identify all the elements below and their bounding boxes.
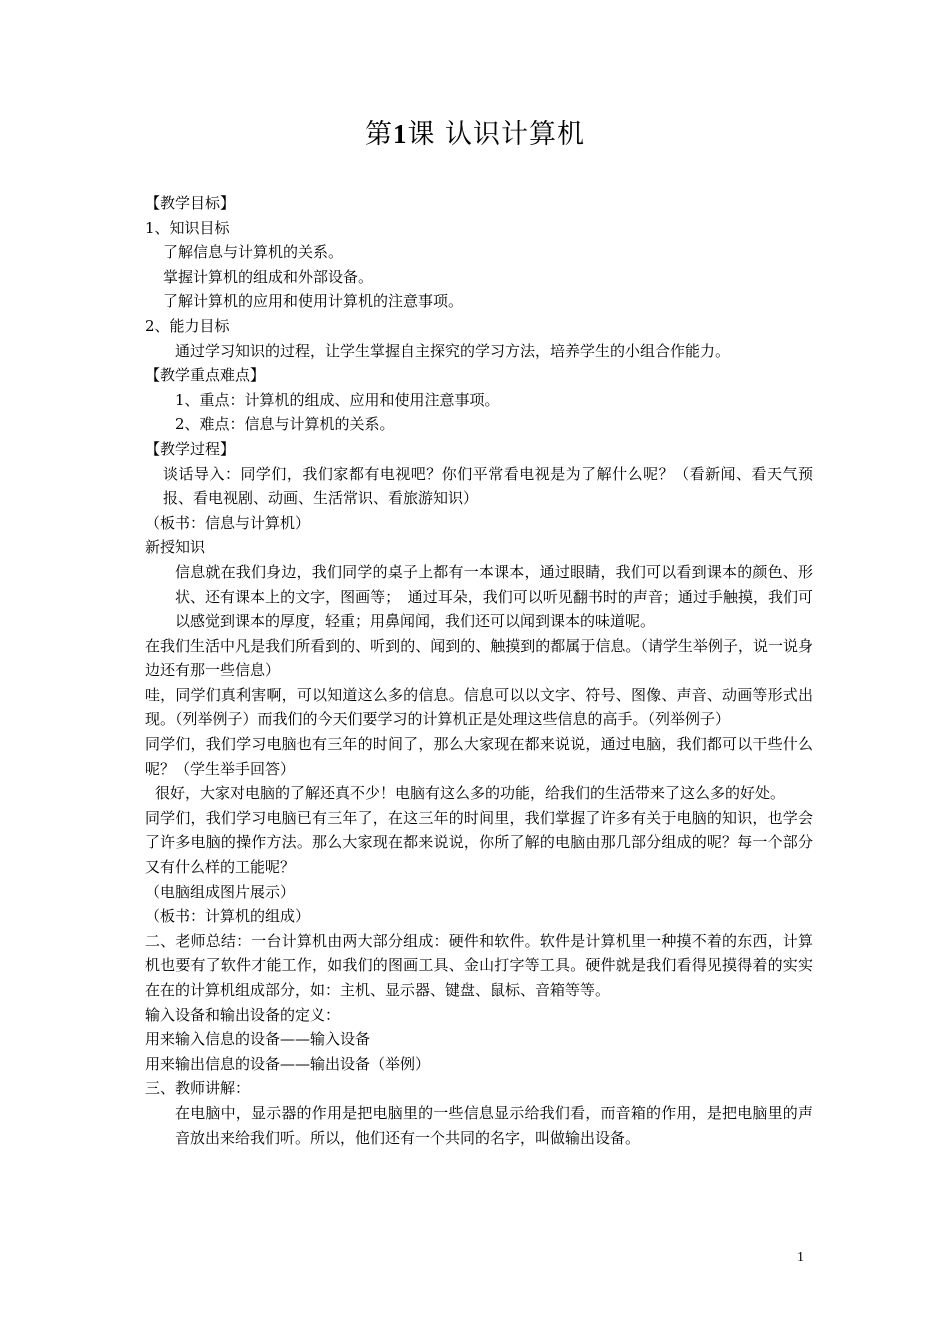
paragraph: 在我们生活中凡是我们所看到的、听到的、闻到的、触摸到的都属于信息。（请学生举例子，说一说身边还有那一些信息） [145,636,813,680]
paragraph: 在电脑中，显示器的作用是把电脑里的一些信息显示给我们看，而音箱的作用，是把电脑里的声音放出来给我们听。所以，他们还有一个共同的名字，叫做输出设备。 [175,1103,813,1147]
document-body [145,191,813,1150]
paragraph: 了解信息与计算机的关系。 [163,243,344,262]
paragraph: 【教学目标】 [145,194,236,212]
paragraph: 二、老师总结：一台计算机由两大部分组成：硬件和软件。软件是计算机里一种摸不着的东西，计算机也要有了软件才能工作，如我们的图画工具、金山打字等工具。硬件就是我们看得见摸得着的实实在在的计算机组成部分，如：主机、显示器、键盘、鼠标、音箱等等。 [145,931,813,999]
paragraph: 2、能力目标 [145,316,230,335]
paragraph: 掌握计算机的组成和外部设备。 [163,267,374,286]
paragraph: 哇，同学们真利害啊，可以知道这么多的信息。信息可以以文字、符号、图像、声音、动画等形式出现。（列举例子）而我们的今天们要学习的计算机正是处理这些信息的高手。（列举例子） [145,685,813,729]
paragraph: 同学们，我们学习电脑也有三年的时间了，那么大家现在都来说说，通过电脑，我们都可以干些什么呢？（学生举手回答） [145,735,813,778]
paragraph: 谈话导入：同学们，我们家都有电视吧？你们平常看电视是为了解什么呢？（看新闻、看天气预报、看电视剧、动画、生活常识、看旅游知识） [163,464,813,508]
paragraph: 新授知识 [145,538,206,557]
paragraph: 信息就在我们身边，我们同学的桌子上都有一本课本，通过眼睛，我们可以看到课本的颜色、形状、还有课本上的文字，图画等； 通过耳朵，我们可以听见翻书时的声音；通过手触摸，我们可以感觉到课本的厚度，轻重；用鼻闻闻，我们还可以闻到课本的味道呢。 [175,562,813,631]
page-title [0,112,950,151]
title-prefix: 第 [364,119,393,150]
paragraph: （板书：信息与计算机） [145,513,311,532]
paragraph: 用来输入信息的设备——输入设备 [145,1030,371,1049]
paragraph: 输入设备和输出设备的定义： [145,1005,341,1024]
paragraph: （电脑组成图片展示） [145,882,296,901]
paragraph: 三、教师讲解： [145,1079,251,1098]
paragraph: 了解计算机的应用和使用计算机的注意事项。 [163,292,464,311]
paragraph: 很好，大家对电脑的了解还真不少！电脑有这么多的功能，给我们的生活带来了这么多的好处。 [155,784,786,803]
paragraph: 【教学过程】 [145,439,236,458]
paragraph: 2、难点：信息与计算机的关系。 [175,415,395,434]
title-suffix: 课 认识计算机 [407,119,586,150]
page-number: 1 [797,1250,804,1265]
title-number: 1 [392,119,408,149]
paragraph: 同学们，我们学习电脑已有三年了，在这三年的时间里，我们掌握了许多有关于电脑的知识，也学会了许多电脑的操作方法。那么大家现在都来说说，你所了解的电脑由那几部分组成的呢？每一个部分又有什么样的工能呢？ [145,808,813,877]
paragraph: 用来输出信息的设备——输出设备（举例） [145,1054,431,1073]
paragraph: 1、重点：计算机的组成、应用和使用注意事项。 [175,390,500,409]
paragraph: （板书：计算机的组成） [145,907,311,926]
paragraph: 通过学习知识的过程，让学生掌握自主探究的学习方法，培养学生的小组合作能力。 [175,341,731,360]
paragraph: 1、知识目标 [145,218,230,237]
paragraph: 【教学重点难点】 [145,366,266,385]
